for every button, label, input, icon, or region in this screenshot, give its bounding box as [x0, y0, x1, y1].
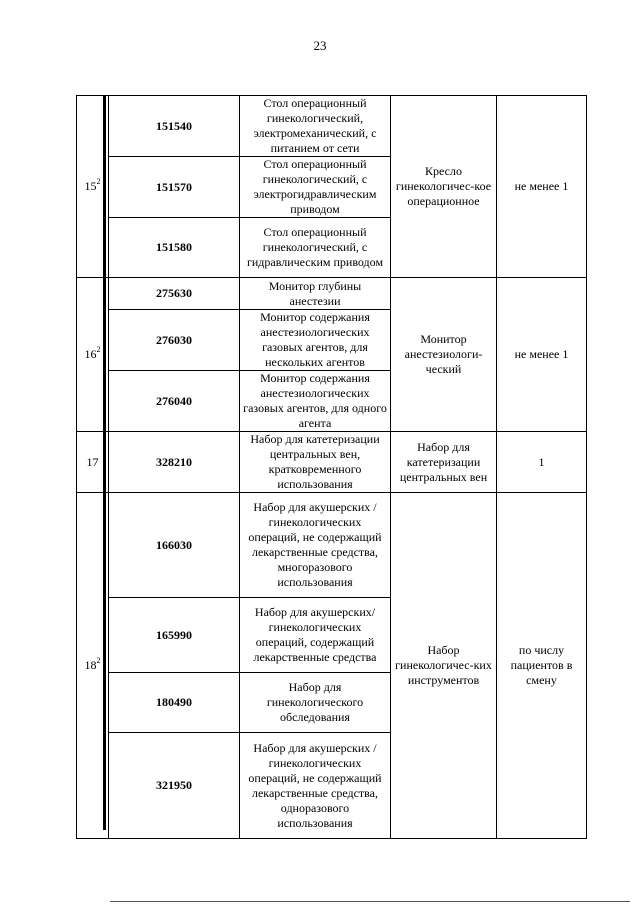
row-number-superscript: 2: [96, 345, 101, 354]
name-cell: Монитор глубины анестезии: [240, 278, 391, 310]
equipment-table: [76, 95, 587, 839]
row-number: 17: [86, 454, 99, 469]
name-cell: Набор для гинекологического обследования: [240, 673, 391, 733]
row-number: 18: [84, 658, 97, 672]
quantity-cell: не менее 1: [497, 96, 587, 278]
code-cell: 151570: [109, 157, 240, 218]
quantity-cell: 1: [497, 432, 587, 493]
quantity-cell: не менее 1: [497, 278, 587, 432]
code-cell: 328210: [109, 432, 240, 493]
name-cell: Набор для акушерских/гинекологических операций, содержащий лекарственные средства: [240, 598, 391, 673]
name-cell: Стол операционный гинекологический, с гидравлическим приводом: [240, 218, 391, 278]
code-cell: 276030: [109, 310, 240, 371]
code-cell: 165990: [109, 598, 240, 673]
code-cell: 166030: [109, 493, 240, 598]
name-cell: Набор для акушерских /гинекологических операций, не содержащий лекарственные средства, одноразового использования: [240, 733, 391, 839]
table-row: [77, 278, 587, 310]
code-cell: 275630: [109, 278, 240, 310]
name-cell: Набор для акушерских /гинекологических операций, не содержащий лекарственные средства, многоразового использования: [240, 493, 391, 598]
type-cell: Кресло гинекологичес-кое операционное: [391, 96, 497, 278]
code-cell: 321950: [109, 733, 240, 839]
scan-edge-line: [110, 901, 630, 902]
row-number-superscript: 2: [96, 177, 101, 186]
code-cell: 151540: [109, 96, 240, 157]
page-number: 23: [313, 38, 327, 53]
row-number-superscript: 2: [96, 656, 101, 665]
name-cell: Стол операционный гинекологический, с электрогидравлическим приводом: [240, 157, 391, 218]
quantity-cell: по числу пациентов в смену: [497, 493, 587, 839]
code-cell: 276040: [109, 371, 240, 432]
name-cell: Монитор содержания анестезиологических газовых агентов, для одного агента: [240, 371, 391, 432]
row-number: 16: [84, 347, 97, 361]
column-divider: [103, 95, 106, 830]
table-row: [77, 493, 587, 598]
name-cell: Монитор содержания анестезиологических газовых агентов, для нескольких агентов: [240, 310, 391, 371]
type-cell: Набор гинекологичес-ких инструментов: [391, 493, 497, 839]
row-number: 15: [84, 179, 97, 193]
table-row: [77, 96, 587, 157]
name-cell: Набор для катетеризации центральных вен, кратковременного использования: [240, 432, 391, 493]
type-cell: Набор для катетеризации центральных вен: [391, 432, 497, 493]
code-cell: 180490: [109, 673, 240, 733]
type-cell: Монитор анестезиологи-ческий: [391, 278, 497, 432]
table-row: [77, 432, 587, 493]
name-cell: Стол операционный гинекологический, электромеханический, с питанием от сети: [240, 96, 391, 157]
code-cell: 151580: [109, 218, 240, 278]
